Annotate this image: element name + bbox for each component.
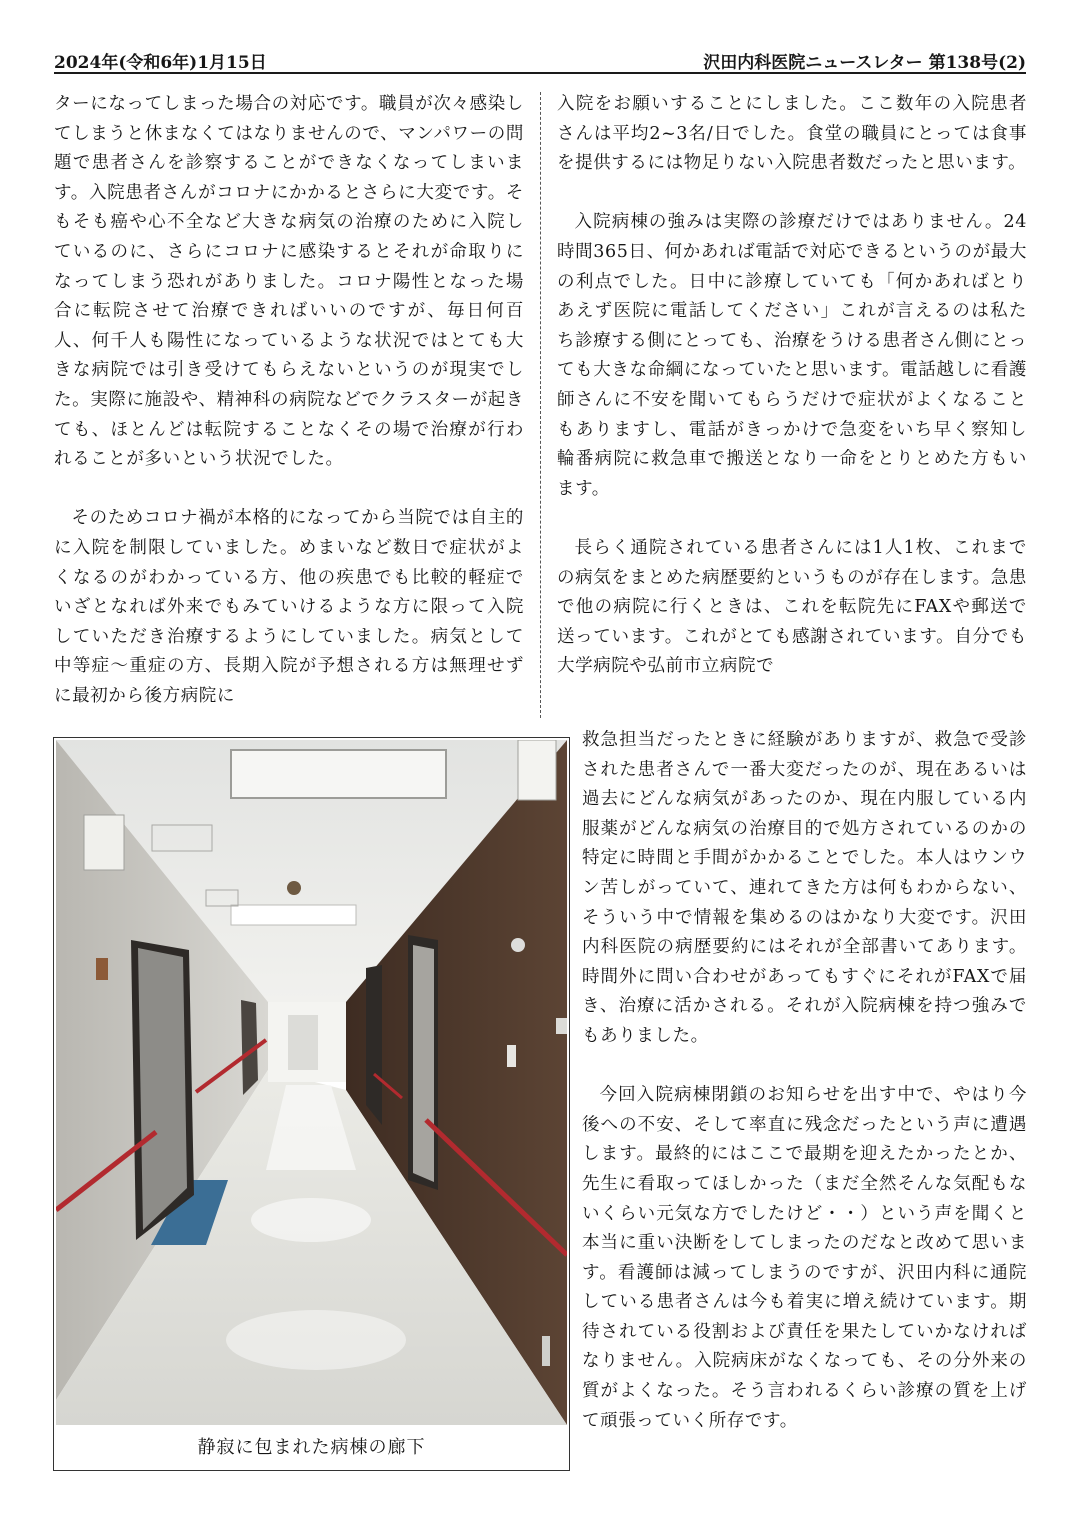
paragraph: 入院病棟の強みは実際の診療だけではありません。24時間365日、何かあれば電話で対応できるというのが最大の利点でした。日中に診療していても「何かあればとりあえず医院に電話してください」これが言えるのは私たち診療する側にとっても、治療をうける患者さん側にとっても大きな命綱になっていたと思います。電話越しに看護師さんに不安を聞いてもらうだけで症状がよくなることもありますし、電話がきっかけで急変をいち早く察知し輪番病院に救急車で搬送となり一命をとりとめた方もいます。: [557, 212, 1027, 499]
paragraph: 今回入院病棟閉鎖のお知らせを出す中で、やはり今後への不安、そして率直に残念だったという声に遭遇します。最終的にはここで最期を迎えたかったとか、先生に看取ってほしかった（まだ全然そんな気配もないくらい元気な方でしたけど・・）という声を聞くと本当に重い決断をしてしまったのだなと改めて思います。看護師は減ってしまうのですが、沢田内科に通院している患者さんは今も着実に増え続けています。期待されている役割および責任を果たしていかなければなりません。入院病床がなくなっても、その分外来の質がよくなった。そう言われるくらい診療の質を上げて頑張っていく所存です。: [582, 1085, 1027, 1431]
issue-date: 2024年(令和6年)1月15日: [54, 53, 267, 73]
hospital-corridor-photo: [56, 740, 567, 1425]
photo-figure: [53, 737, 570, 1471]
column-divider: [540, 92, 541, 718]
paragraph: そのためコロナ禍が本格的になってから当院では自主的に入院を制限していました。めまいなど数日で症状がよくなるのがわかっている方、他の疾患でも比較的軽症でいざとなれば外来でもみていけるような方に限って入院していただき治療するようにしていました。病気として中等症〜重症の方、長期入院が予想される方は無理せずに最初から後方病院に: [54, 508, 524, 706]
paragraph: 入院をお願いすることにしました。ここ数年の入院患者さんは平均2~3名/日でした。食堂の職員にとっては食事を提供するには物足りない入院患者数だったと思います。: [557, 94, 1027, 174]
photo-caption: 静寂に包まれた病棟の廊下: [197, 1437, 426, 1458]
column-right-lower: [582, 726, 1027, 1486]
paragraph: 救急担当だったときに経験がありますが、救急で受診された患者さんで一番大変だったのが、現在あるいは過去にどんな病気があったのか、現在内服している内服薬がどんな病気の治療目的で処方されているのかの特定に時間と手間がかかることでした。本人はウンウン苦しがっていて、連れてきた方は何もわからない、そういう中で情報を集めるのはかなり大変です。沢田内科医院の病歴要約にはそれが全部書いてあります。時間外に問い合わせがあってもすぐにそれがFAXで届き、治療に活かされる。それが入院病棟を持つ強みでもありました。: [582, 730, 1027, 1046]
paragraph: ターになってしまった場合の対応です。職員が次々感染してしまうと休まなくてはなりませんので、マンパワーの問題で患者さんを診察することができなくなってしまいます。入院患者さんがコロナにかかるとさらに大変です。そもそも癌や心不全など大きな病気の治療のために入院しているのに、さらにコロナに感染するとそれが命取りになってしまう恐れがありました。コロナ陽性となった場合に転院させて治療できればいいのですが、毎日何百人、何千人も陽性になっているような状況ではとても大きな病院では引き受けてもらえないというのが現実でした。実際に施設や、精神科の病院などでクラスターが起きても、ほとんどは転院することなくその場で治療が行われることが多いという状況でした。: [54, 94, 524, 470]
page-header: [54, 46, 1026, 74]
newsletter-title: 沢田内科医院ニュースレター 第138号(2): [703, 53, 1026, 73]
column-right: [557, 90, 1027, 730]
column-left: [54, 90, 524, 720]
paragraph: 長らく通院されている患者さんには1人1枚、これまでの病気をまとめた病歴要約というものが存在します。急患で他の病院に行くときは、これを転院先にFAXや郵送で送っています。これがとても感謝されています。自分でも大学病院や弘前市立病院で: [557, 537, 1027, 677]
